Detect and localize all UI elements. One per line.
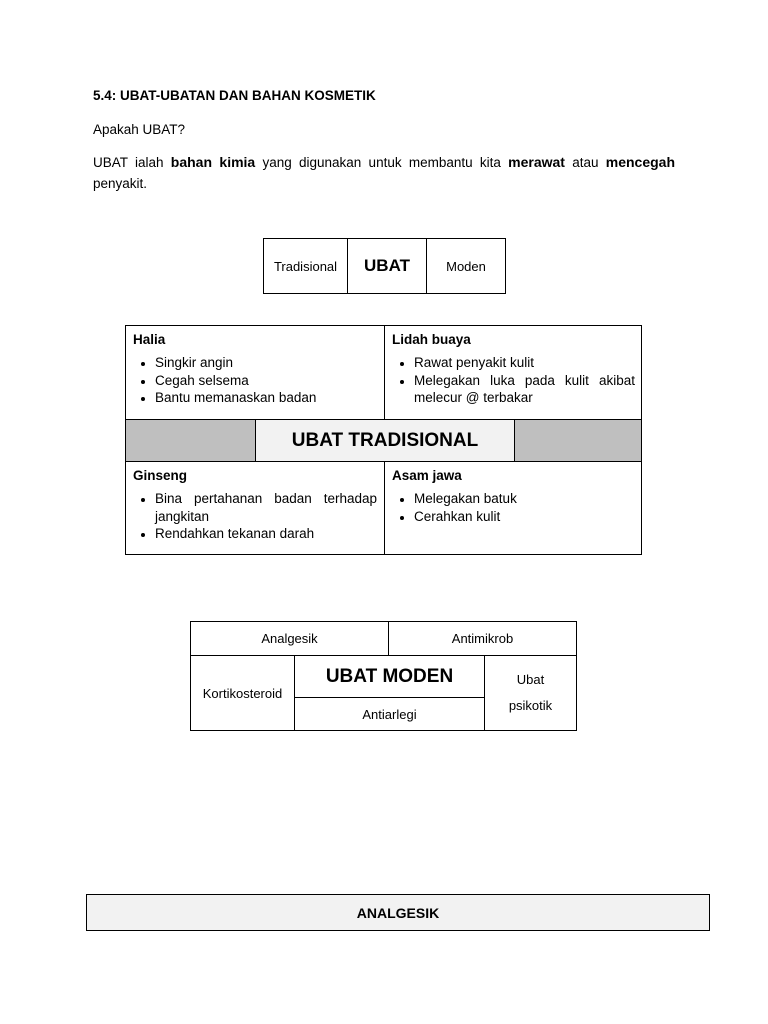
divider <box>384 462 385 555</box>
ubat-label: UBAT <box>348 239 427 293</box>
ginseng-cell <box>126 462 384 554</box>
kortikosteroid-cell: Kortikosteroid <box>191 656 295 730</box>
analgesik-cell: Analgesik <box>191 622 389 656</box>
list-item: • Cerahkan kulit <box>414 508 635 526</box>
antimikrob-cell: Antimikrob <box>389 622 576 656</box>
ginseng-title: Ginseng <box>133 468 188 483</box>
tradisional-label: Tradisional <box>264 239 348 293</box>
asam-jawa-cell <box>385 462 642 554</box>
lidah-buaya-list <box>392 354 635 407</box>
moden-label: Moden <box>446 258 486 274</box>
ubat-moden-title: UBAT MODEN <box>295 656 484 698</box>
definition-paragraph: UBAT ialah bahan kimia yang digunakan untuk membantu kita merawat atau mencegah penyakit. <box>93 154 675 191</box>
list-item: • Cegah selsema <box>155 372 377 390</box>
halia-title: Halia <box>133 332 166 347</box>
list-item: • Rawat penyakit kulit <box>414 354 635 372</box>
ubat-tradisional-table <box>125 325 642 555</box>
halia-list <box>133 354 377 407</box>
section-heading: 5.4: UBAT-UBATAN DAN BAHAN KOSMETIK <box>93 88 376 103</box>
lidah-buaya-title: Lidah buaya <box>392 332 471 347</box>
list-item: • Singkir angin <box>155 354 377 372</box>
ubat-moden-table <box>190 621 577 731</box>
list-item: • Melegakan batuk <box>414 490 635 508</box>
psikotik-line-2: psikotik <box>508 698 553 713</box>
list-item: • Rendahkan tekanan darah <box>155 525 377 543</box>
list-item: • Bantu memanaskan badan <box>155 389 377 407</box>
trad-title-band <box>126 420 641 462</box>
ubat-psikotik-cell <box>484 656 576 730</box>
ubat-category-box <box>263 238 506 294</box>
list-item: • Melegakan luka pada kulit akibat melecur @ terbakar <box>414 372 635 407</box>
divider <box>384 326 385 419</box>
ginseng-list <box>133 490 377 543</box>
asam-jawa-title: Asam jawa <box>392 468 462 483</box>
lidah-buaya-cell <box>385 326 642 419</box>
asam-jawa-list <box>392 490 635 525</box>
antiarlegi-cell: Antiarlegi <box>362 706 417 722</box>
analgesik-section-bar: ANALGESIK <box>86 894 710 931</box>
psikotik-line-1: Ubat <box>516 672 545 687</box>
ubat-tradisional-title: UBAT TRADISIONAL <box>255 420 515 461</box>
list-item: • Bina pertahanan badan terhadap jangkitan <box>155 490 377 525</box>
question-text: Apakah UBAT? <box>93 122 186 137</box>
halia-cell <box>126 326 384 419</box>
